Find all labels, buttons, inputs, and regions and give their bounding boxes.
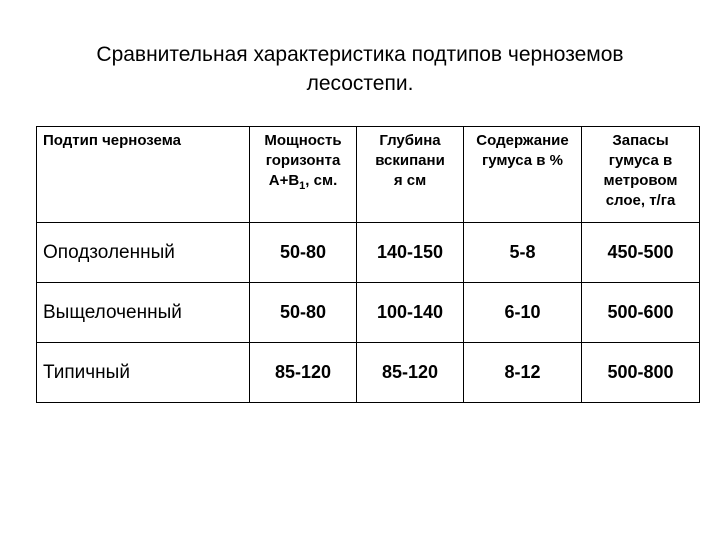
header-humus <box>464 127 582 223</box>
table-row <box>37 343 700 403</box>
row-subtype-name: Оподзоленный <box>37 223 250 283</box>
header-depth <box>357 127 464 223</box>
table-row <box>37 283 700 343</box>
row-reserves: 450-500 <box>582 223 700 283</box>
header-thickness <box>250 127 357 223</box>
row-depth: 140-150 <box>357 223 464 283</box>
row-reserves: 500-800 <box>582 343 700 403</box>
header-reserves-line-2: гумуса в <box>608 152 673 169</box>
row-thickness: 50-80 <box>250 223 357 283</box>
slide-title <box>0 40 720 98</box>
header-reserves-line-3: метровом <box>603 172 678 189</box>
header-humus-line-1: Содержание <box>476 132 569 149</box>
header-reserves <box>582 127 700 223</box>
header-humus-line-2: гумуса в % <box>481 152 564 169</box>
header-depth-line-1: Глубина <box>379 132 441 149</box>
table-header-row <box>37 127 700 223</box>
row-humus: 8-12 <box>464 343 582 403</box>
header-subtype: Подтип чернозема <box>37 127 250 223</box>
row-humus: 6-10 <box>464 283 582 343</box>
row-subtype-name: Выщелоченный <box>37 283 250 343</box>
row-humus: 5-8 <box>464 223 582 283</box>
row-depth: 100-140 <box>357 283 464 343</box>
row-thickness: 50-80 <box>250 283 357 343</box>
header-thickness-line-1: Мощность <box>264 132 342 149</box>
header-depth-line-3: я см <box>393 172 427 189</box>
row-subtype-name: Типичный <box>37 343 250 403</box>
comparison-table <box>36 126 700 403</box>
row-depth: 85-120 <box>357 343 464 403</box>
slide-title-line-2: лесостепи. <box>306 72 414 95</box>
header-depth-line-2: вскипани <box>375 152 445 169</box>
header-thickness-line-3: $A+B_1$, см. <box>268 172 338 192</box>
table-row <box>37 223 700 283</box>
header-thickness-line-2: горизонта <box>265 152 341 169</box>
header-reserves-line-1: Запасы <box>612 132 669 149</box>
row-reserves: 500-600 <box>582 283 700 343</box>
slide-title-line-1: Сравнительная характеристика подтипов черноземов <box>96 43 624 66</box>
row-thickness: 85-120 <box>250 343 357 403</box>
header-reserves-line-4: слое, т/га <box>605 192 676 209</box>
